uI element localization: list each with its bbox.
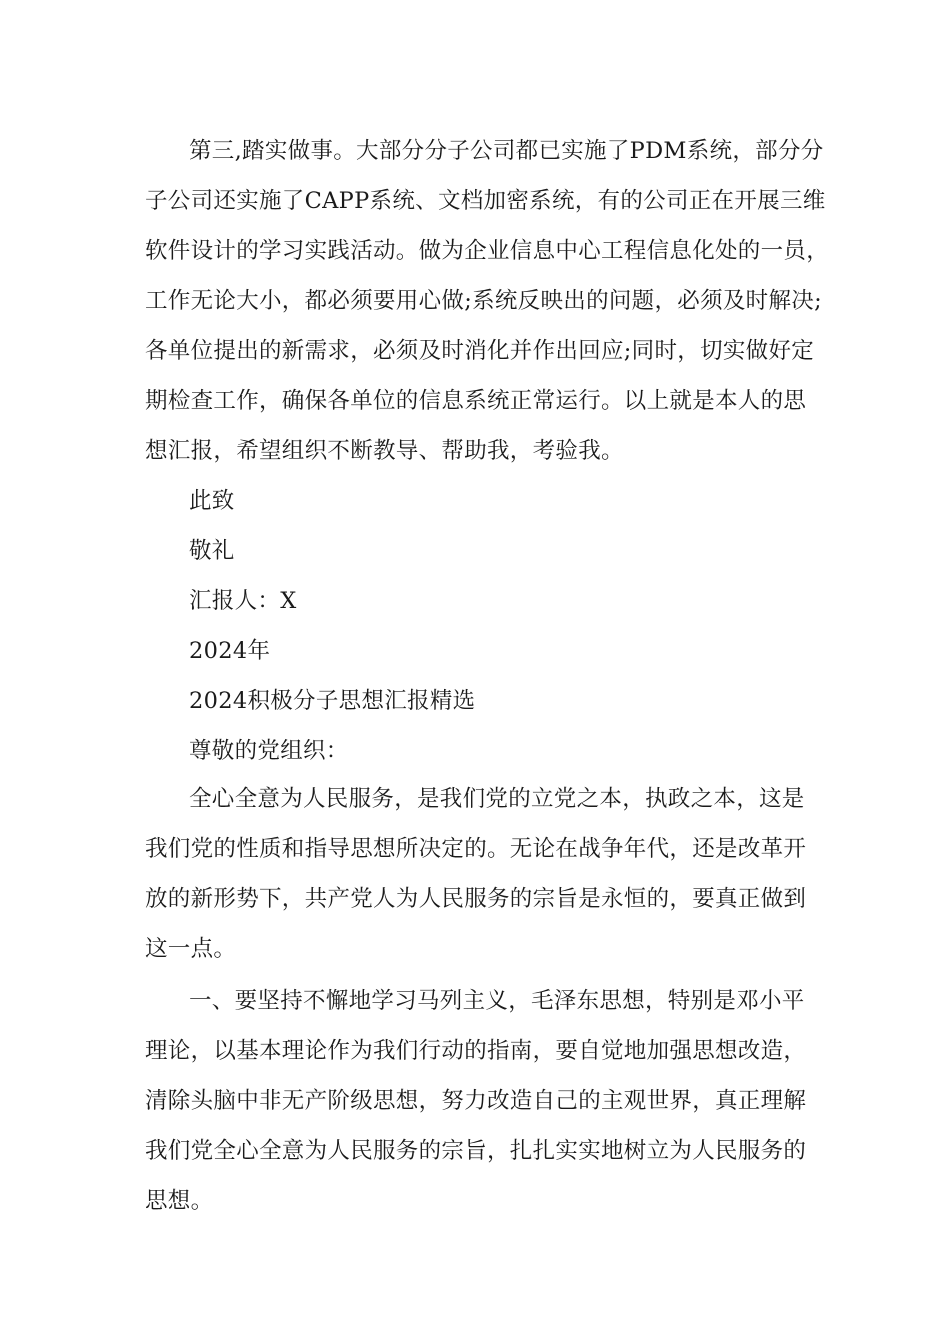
paragraph-line: 我们党全心全意为人民服务的宗旨，扎扎实实地树立为人民服务的 (145, 1138, 807, 1164)
paragraph-line: 软件设计的学习实践活动。做为企业信息中心工程信息化处的一员， (145, 238, 830, 264)
report-year: 2024年 (189, 638, 271, 664)
paragraph-line: 我们党的性质和指导思想所决定的。无论在战争年代，还是改革开 (145, 836, 807, 862)
paragraph-line: 第三,踏实做事。大部分分子公司都已实施了PDM系统，部分分 (189, 138, 824, 164)
paragraph-line: 放的新形势下，共产党人为人民服务的宗旨是永恒的，要真正做到 (145, 886, 807, 912)
reporter-name: 汇报人：X (189, 588, 297, 614)
paragraph-line: 全心全意为人民服务，是我们党的立党之本，执政之本，这是 (189, 786, 805, 812)
paragraph-line: 工作无论大小，都必须要用心做;系统反映出的问题，必须及时解决; (145, 288, 822, 314)
paragraph-line: 子公司还实施了CAPP系统、文档加密系统，有的公司正在开展三维 (145, 188, 826, 214)
paragraph-thorough-work (145, 126, 830, 476)
paragraph-line: 想汇报，希望组织不断教导、帮助我，考验我。 (145, 438, 624, 464)
paragraph-study-theory (145, 976, 825, 1226)
closing-salutation: 此致 (189, 488, 235, 514)
greeting: 尊敬的党组织： (189, 738, 349, 764)
paragraph-line: 这一点。 (145, 936, 237, 962)
closing-respect: 敬礼 (189, 538, 235, 564)
paragraph-line: 理论，以基本理论作为我们行动的指南，要自觉地加强思想改造， (145, 1038, 807, 1064)
second-report-title: 2024积极分子思想汇报精选 (189, 688, 476, 714)
paragraph-line: 各单位提出的新需求，必须及时消化并作出回应;同时，切实做好定 (145, 338, 815, 364)
closing-block (145, 476, 825, 776)
paragraph-line: 清除头脑中非无产阶级思想，努力改造自己的主观世界，真正理解 (145, 1088, 807, 1114)
paragraph-line: 一、要坚持不懈地学习马列主义，毛泽东思想，特别是邓小平 (189, 988, 805, 1014)
paragraph-serve-people (145, 774, 825, 974)
paragraph-line: 思想。 (145, 1188, 214, 1214)
paragraph-line: 期检查工作，确保各单位的信息系统正常运行。以上就是本人的思 (145, 388, 807, 414)
